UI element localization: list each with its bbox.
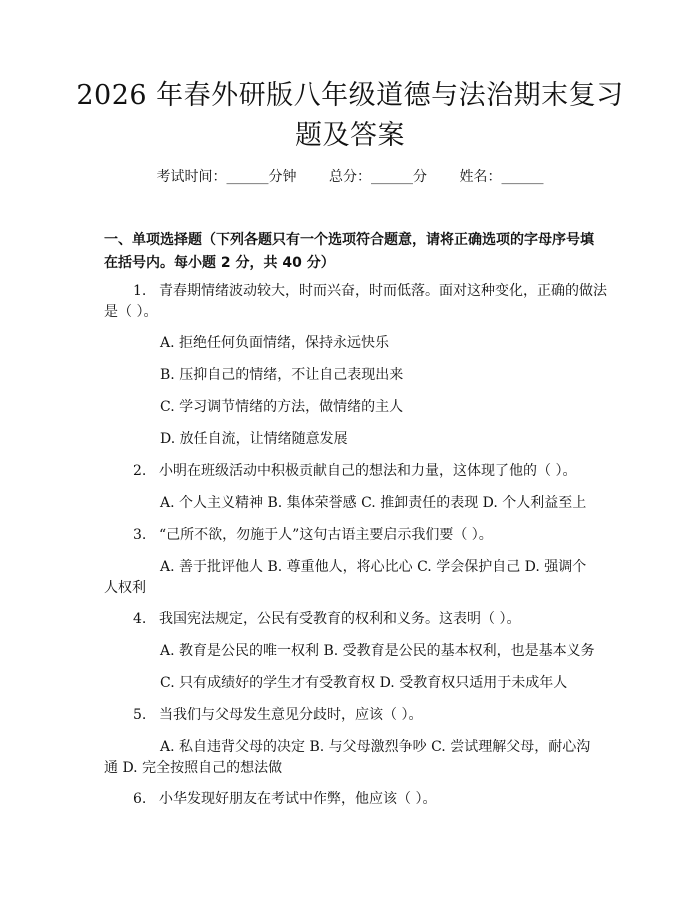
question-number: 3. <box>133 527 147 543</box>
question-3-options: A. 善于批评他人 B. 尊重他人，将心比心 C. 学会保护自己 D. 强调个 <box>160 559 587 575</box>
question-text: 小明在班级活动中积极贡献自己的想法和力量，这体现了他的（ ）。 <box>159 463 577 479</box>
question-number: 2. <box>133 463 147 479</box>
question-text: “己所不欲，勿施于人”这句古语主要启示我们要（ ）。 <box>159 527 493 543</box>
question-4 <box>133 609 520 629</box>
question-number: 5. <box>133 707 147 723</box>
question-text: 我国宪法规定，公民有受教育的权利和义务。这表明（ ）。 <box>159 611 521 627</box>
question-4-options-cd: C. 只有成绩好的学生才有受教育权 D. 受教育权只适用于未成年人 <box>160 675 568 691</box>
question-5-options-continued: 通 D. 完全按照自己的想法做 <box>104 760 283 776</box>
exam-time: 考试时间：______分钟 <box>156 169 297 185</box>
question-1-option-d: D. 放任自流，让情绪随意发展 <box>160 431 348 447</box>
exam-info <box>0 166 700 186</box>
title-line-1: 2026 年春外研版八年级道德与法治期末复习 <box>76 80 624 111</box>
question-number: 1. <box>133 283 147 299</box>
section-heading-line-2: 在括号内。每小题 2 分，共 40 分） <box>104 255 335 271</box>
question-4-options-ab: A. 教育是公民的唯一权利 B. 受教育是公民的基本权利，也是基本义务 <box>160 643 595 659</box>
question-text: 青春期情绪波动较大，时而兴奋，时而低落。面对这种变化，正确的做法 <box>159 283 607 299</box>
question-number: 6. <box>133 791 147 807</box>
question-number: 4. <box>133 611 147 627</box>
question-1-option-c: C. 学习调节情绪的方法，做情绪的主人 <box>160 399 404 415</box>
question-text: 当我们与父母发生意见分歧时，应该（ ）。 <box>159 707 423 723</box>
question-2 <box>133 461 576 481</box>
page-title <box>60 76 640 156</box>
question-1 <box>133 281 607 301</box>
title-line-2: 题及答案 <box>295 120 405 151</box>
question-1-continued: 是（ ）。 <box>104 304 158 320</box>
question-5-options: A. 私自违背父母的决定 B. 与父母激烈争吵 C. 尝试理解父母，耐心沟 <box>160 739 591 755</box>
total-score: 总分：______分 <box>329 169 427 185</box>
question-5 <box>133 705 422 725</box>
section-heading-line-1: 一、单项选择题（下列各题只有一个选项符合题意，请将正确选项的字母序号填 <box>104 232 594 248</box>
question-1-option-b: B. 压抑自己的情绪，不让自己表现出来 <box>160 367 404 383</box>
question-2-options: A. 个人主义精神 B. 集体荣誉感 C. 推卸责任的表现 D. 个人利益至上 <box>160 495 587 511</box>
question-1-option-a: A. 拒绝任何负面情绪，保持永远快乐 <box>160 335 390 351</box>
section-heading <box>104 229 604 275</box>
student-name: 姓名：______ <box>459 169 544 185</box>
question-text: 小华发现好朋友在考试中作弊，他应该（ ）。 <box>159 791 437 807</box>
question-3 <box>133 525 493 545</box>
question-6 <box>133 789 436 809</box>
question-3-options-continued: 人权利 <box>104 580 146 596</box>
